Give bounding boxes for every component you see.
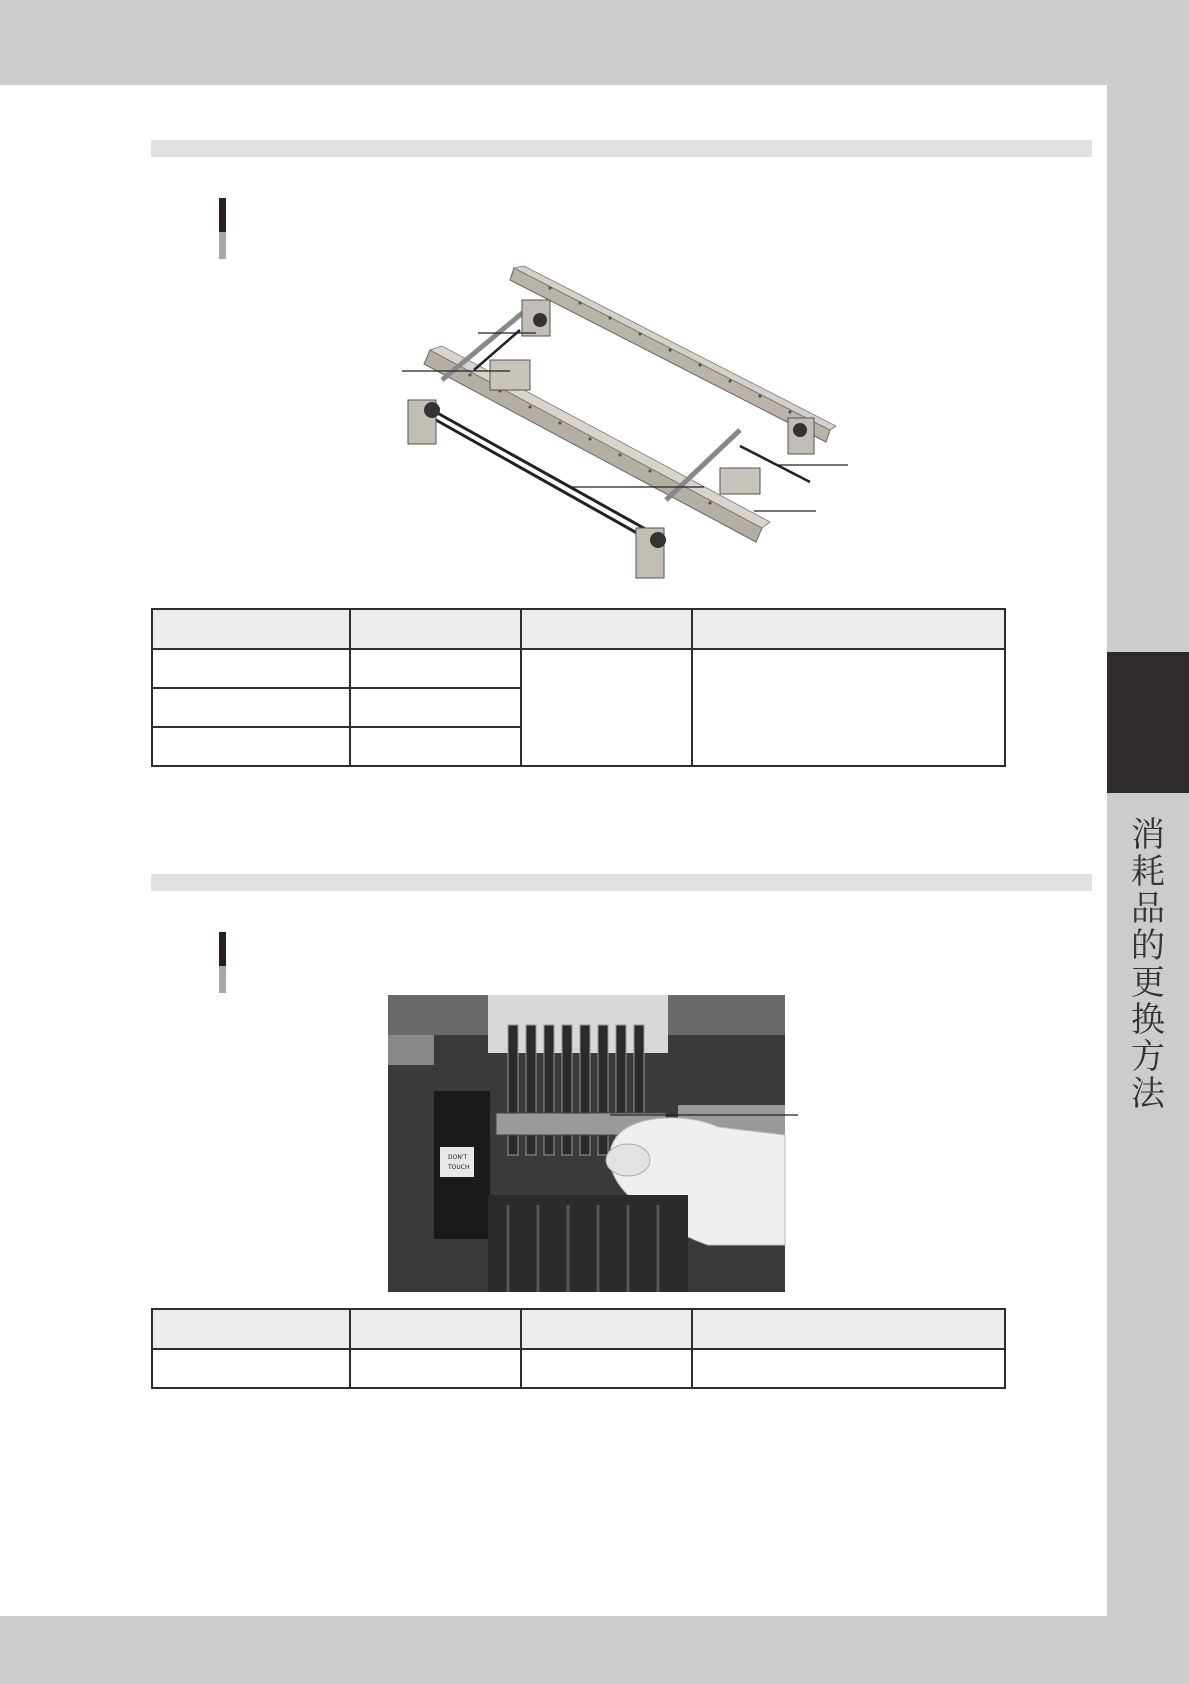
table-cell [692, 1349, 1005, 1388]
table-cell [350, 1349, 521, 1388]
dont-touch-label: DON'T [448, 1154, 468, 1161]
table-header-cell [152, 1309, 350, 1349]
chapter-char: 品 [1131, 889, 1165, 929]
table-cell [521, 649, 692, 766]
table-cell [152, 727, 350, 766]
bottom-margin [0, 1616, 1189, 1684]
table-cell [521, 1349, 692, 1388]
table-header-cell [521, 1309, 692, 1349]
section-header-bar [151, 874, 1092, 891]
table-header-cell [692, 609, 1005, 649]
side-tab-active [1107, 652, 1189, 793]
chapter-tab-label [1122, 817, 1174, 1113]
parts-table-1 [151, 608, 1006, 767]
chapter-char: 消 [1131, 815, 1165, 855]
table-header-cell [350, 1309, 521, 1349]
section-header-bar [151, 140, 1092, 157]
table-header-cell [152, 609, 350, 649]
table-cell [152, 1349, 350, 1388]
chapter-char: 更 [1131, 963, 1165, 1003]
chapter-char: 耗 [1131, 852, 1165, 892]
table-cell [152, 688, 350, 727]
table-cell [152, 649, 350, 688]
belt-assembly-diagram [390, 260, 860, 590]
parts-table-2 [151, 1308, 1006, 1389]
table-cell [350, 649, 521, 688]
svg-text:TOUCH: TOUCH [448, 1164, 470, 1171]
table-cell [350, 727, 521, 766]
table-header-cell [521, 609, 692, 649]
table-cell [692, 649, 1005, 766]
table-cell [350, 688, 521, 727]
chapter-char: 换 [1131, 1000, 1165, 1040]
chapter-char: 的 [1131, 926, 1165, 966]
nozzle-head-photo [388, 995, 800, 1293]
chapter-char: 法 [1131, 1074, 1165, 1114]
top-margin [0, 0, 1189, 85]
table-header-cell [692, 1309, 1005, 1349]
table-header-cell [350, 609, 521, 649]
subheading-marker [219, 198, 226, 259]
chapter-char: 方 [1131, 1037, 1165, 1077]
subheading-marker [219, 932, 226, 993]
